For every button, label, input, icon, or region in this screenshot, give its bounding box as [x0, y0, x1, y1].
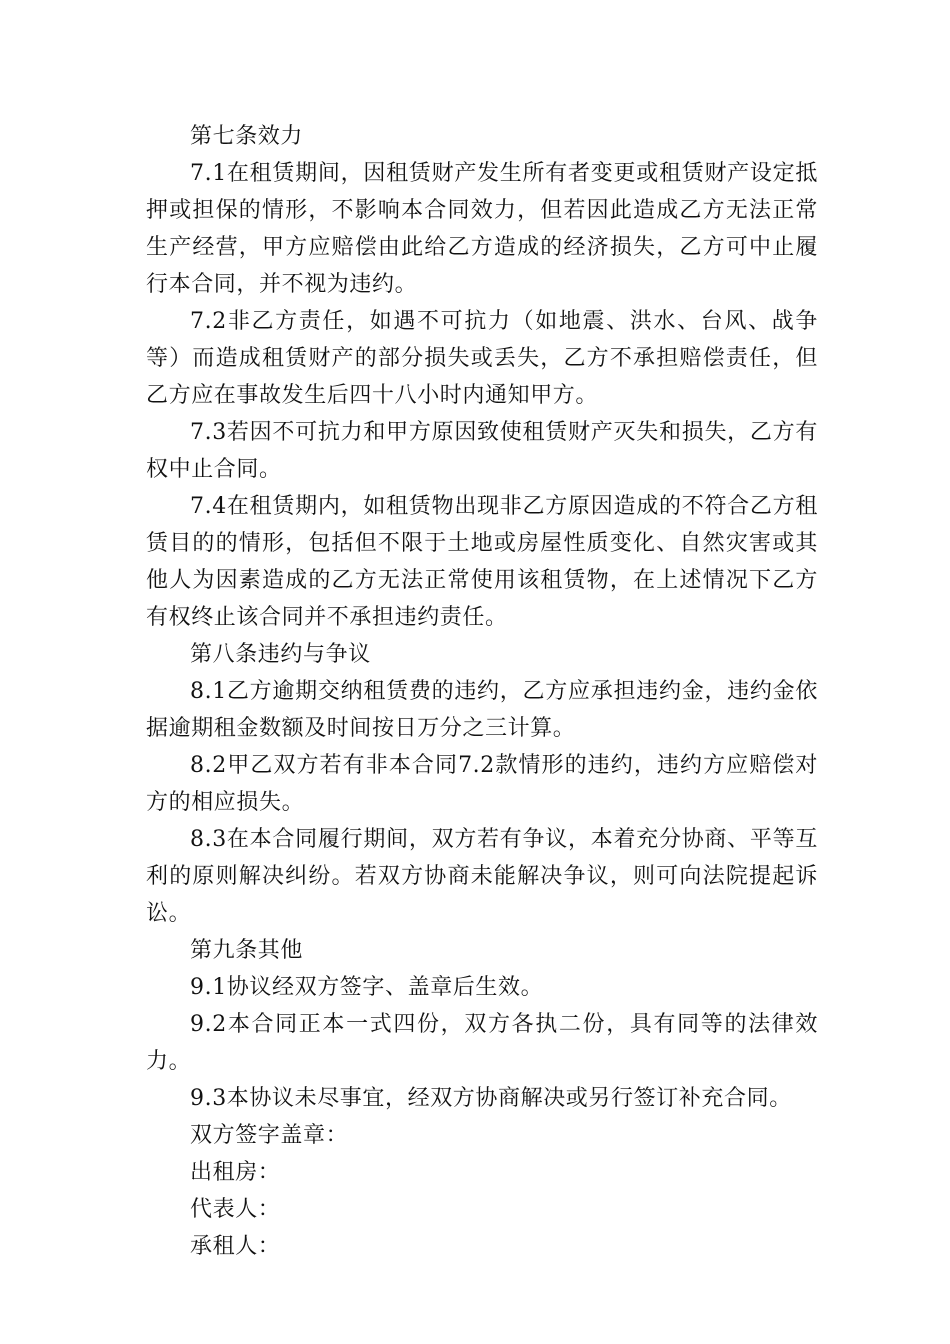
clause-7-2: 7.2非乙方责任，如遇不可抗力（如地震、洪水、台风、战争等）而造成租赁财产的部分损失或丢失，乙方不承担赔偿责任，但乙方应在事故发生后四十八小时内通知甲方。: [146, 309, 818, 408]
clause-9-1: 9.1协议经双方签字、盖章后生效。: [190, 975, 544, 1000]
clause-8-2: 8.2甲乙双方若有非本合同7.2款情形的违约，违约方应赔偿对方的相应损失。: [146, 753, 818, 815]
clause-7-1: 7.1在租赁期间，因租赁财产发生所有者变更或租赁财产设定抵押或担保的情形，不影响本合同效力，但若因此造成乙方无法正常生产经营，甲方应赔偿由此给乙方造成的经济损失，乙方可中止履行本合同，并不视为违约。: [146, 161, 818, 297]
clause-9-2: 9.2本合同正本一式四份，双方各执二份，具有同等的法律效力。: [146, 1012, 818, 1074]
clause-9-3: 9.3本协议未尽事宜，经双方协商解决或另行签订补充合同。: [190, 1086, 792, 1111]
heading-article-7: 第七条效力: [190, 124, 304, 149]
clause-7-3: 7.3若因不可抗力和甲方原因致使租赁财产灭失和损失，乙方有权中止合同。: [146, 420, 818, 482]
lessee-line: 承租人：: [190, 1234, 281, 1259]
clause-8-3: 8.3在本合同履行期间，双方若有争议，本着充分协商、平等互利的原则解决纠纷。若双方协商未能解决争议，则可向法院提起诉讼。: [146, 827, 818, 926]
document-page: [146, 118, 818, 1265]
clause-7-4: 7.4在租赁期内，如租赁物出现非乙方原因造成的不符合乙方租赁目的的情形，包括但不限于土地或房屋性质变化、自然灾害或其他人为因素造成的乙方无法正常使用该租赁物，在上述情况下乙方有权终止该合同并不承担违约责任。: [146, 494, 818, 630]
signature-heading: 双方签字盖章：: [190, 1123, 349, 1148]
heading-article-8: 第八条违约与争议: [190, 642, 371, 667]
representative-line: 代表人：: [190, 1197, 281, 1222]
heading-article-9: 第九条其他: [190, 938, 304, 963]
clause-8-1: 8.1乙方逾期交纳租赁费的违约，乙方应承担违约金，违约金依据逾期租金数额及时间按日万分之三计算。: [146, 679, 818, 741]
lessor-line: 出租房：: [190, 1160, 281, 1185]
